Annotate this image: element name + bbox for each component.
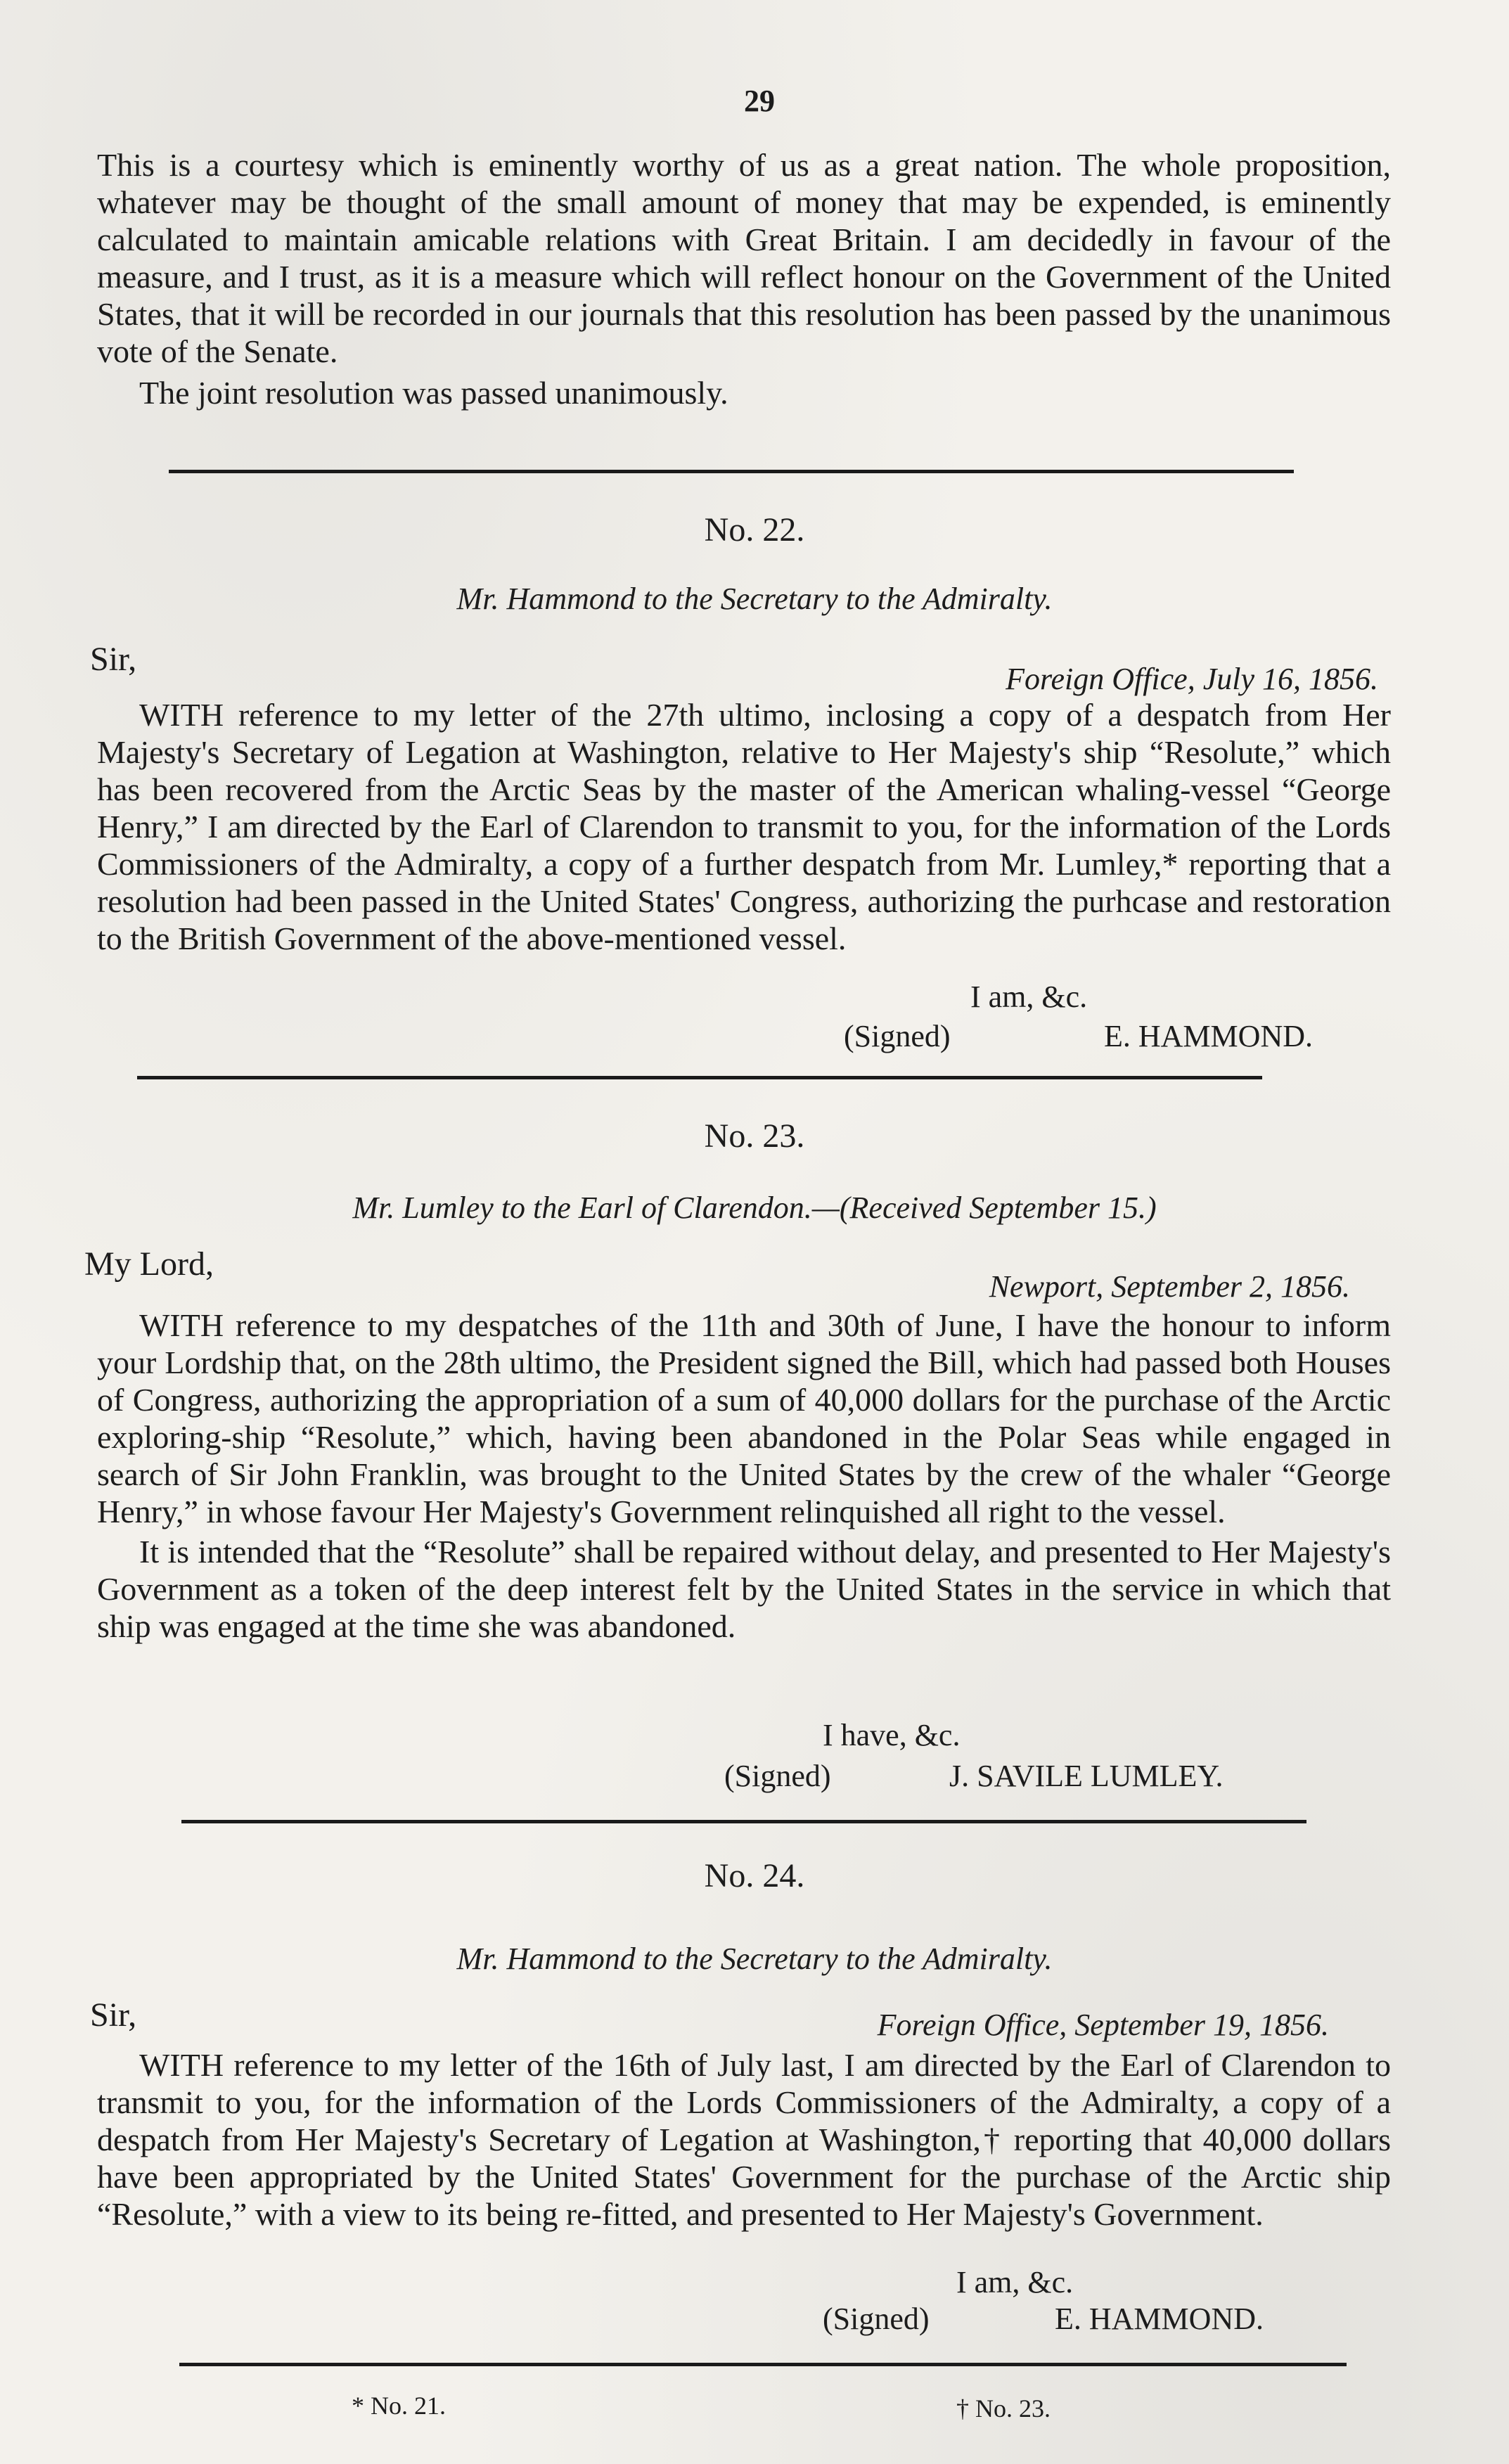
dateline: Foreign Office, September 19, 1856. <box>877 2008 1329 2042</box>
signer-name: E. HAMMOND. <box>1104 1019 1313 1053</box>
letter-paragraph: It is intended that the “Resolute” shall be repaired without delay, and presented to Her Majesty's Government as a token of the deep interest felt by the United States in the service in which that ship was engaged at the time she was abandoned. <box>97 1534 1391 1644</box>
salutation: Sir, <box>90 1996 137 2034</box>
signer-name: E. HAMMOND. <box>1055 2302 1264 2336</box>
section-rule <box>169 470 1294 473</box>
letter-body <box>97 2046 1391 2233</box>
footnote: * No. 21. <box>352 2392 446 2420</box>
letter-paragraph: WITH reference to my letter of the 27th ultimo, inclosing a copy of a despatch from Her Majesty's Secretary of Legation at Washington, relative to Her Majesty's ship “Resolute,” which has been recovered from the Arctic Seas by the master of the American whaling-vessel “George Henry,” I am directed by the Earl of Clarendon to transmit to you, for the information of the Lords Commissioners of the Admiralty, a copy of a further despatch from Mr. Lumley,* reporting that a resolution had been passed in the United States' Congress, authorizing the purhcase and restoration to the British Government of the above-mentioned vessel. <box>97 697 1391 956</box>
closing: I am, &c. <box>956 2265 1074 2299</box>
closing: I am, &c. <box>970 980 1088 1014</box>
letter-number: No. 23. <box>704 1117 805 1155</box>
signed-label: (Signed) <box>823 2302 930 2336</box>
letter-title: Mr. Hammond to the Secretary to the Admiralty. <box>456 582 1053 616</box>
salutation: Sir, <box>90 641 137 678</box>
section-rule <box>181 1820 1306 1823</box>
signer-name: J. SAVILE LUMLEY. <box>949 1759 1224 1793</box>
intro-paragraph: This is a courtesy which is eminently worthy of us as a great nation. The whole proposition, whatever may be thought of the small amount of money that may be expended, is eminently calculated to maintain amicable relations with Great Britain. I am decidedly in favour of the measure, and I trust, as it is a measure which will reflect honour on the Government of the United States, that it will be recorded in our journals that this resolution has been passed by the unanimous vote of the Senate. <box>97 147 1391 369</box>
letter-number: No. 22. <box>704 511 805 548</box>
letter-number: No. 24. <box>704 1857 805 1894</box>
intro-block <box>97 146 1391 411</box>
section-rule <box>179 2363 1347 2366</box>
dateline: Foreign Office, July 16, 1856. <box>1006 662 1378 696</box>
letter-body <box>97 1307 1391 1645</box>
dateline: Newport, September 2, 1856. <box>989 1269 1350 1304</box>
letter-body <box>97 696 1391 957</box>
signed-label: (Signed) <box>844 1019 951 1053</box>
closing: I have, &c. <box>823 1718 961 1752</box>
letter-title: Mr. Lumley to the Earl of Clarendon.—(Received September 15.) <box>352 1191 1157 1225</box>
footnote: † No. 23. <box>956 2394 1051 2423</box>
letter-paragraph: WITH reference to my letter of the 16th of July last, I am directed by the Earl of Clarendon to transmit to you, for the information of the Lords Commissioners of the Admiralty, a copy of a despatch from Her Majesty's Secretary of Legation at Washington,† reporting that 40,000 dollars have been appropriated by the United States' Government for the purchase of the Arctic ship “Resolute,” with a view to its being re-fitted, and presented to Her Majesty's Government. <box>97 2047 1391 2232</box>
page-number: 29 <box>744 84 775 118</box>
section-rule <box>137 1076 1262 1079</box>
letter-paragraph: WITH reference to my despatches of the 11th and 30th of June, I have the honour to inform your Lordship that, on the 28th ultimo, the President signed the Bill, which had passed both Houses of Congress, authorizing the appropriation of a sum of 40,000 dollars for the purchase of the Arctic exploring-ship “Resolute,” which, having been abandoned in the Polar Seas while engaged in search of Sir John Franklin, was brought to the United States by the crew of the whaler “George Henry,” in whose favour Her Majesty's Government relinquished all right to the vessel. <box>97 1307 1391 1529</box>
letter-title: Mr. Hammond to the Secretary to the Admiralty. <box>456 1942 1053 1976</box>
intro-result: The joint resolution was passed unanimously. <box>139 375 728 411</box>
salutation: My Lord, <box>84 1245 214 1283</box>
signed-label: (Signed) <box>724 1759 831 1793</box>
